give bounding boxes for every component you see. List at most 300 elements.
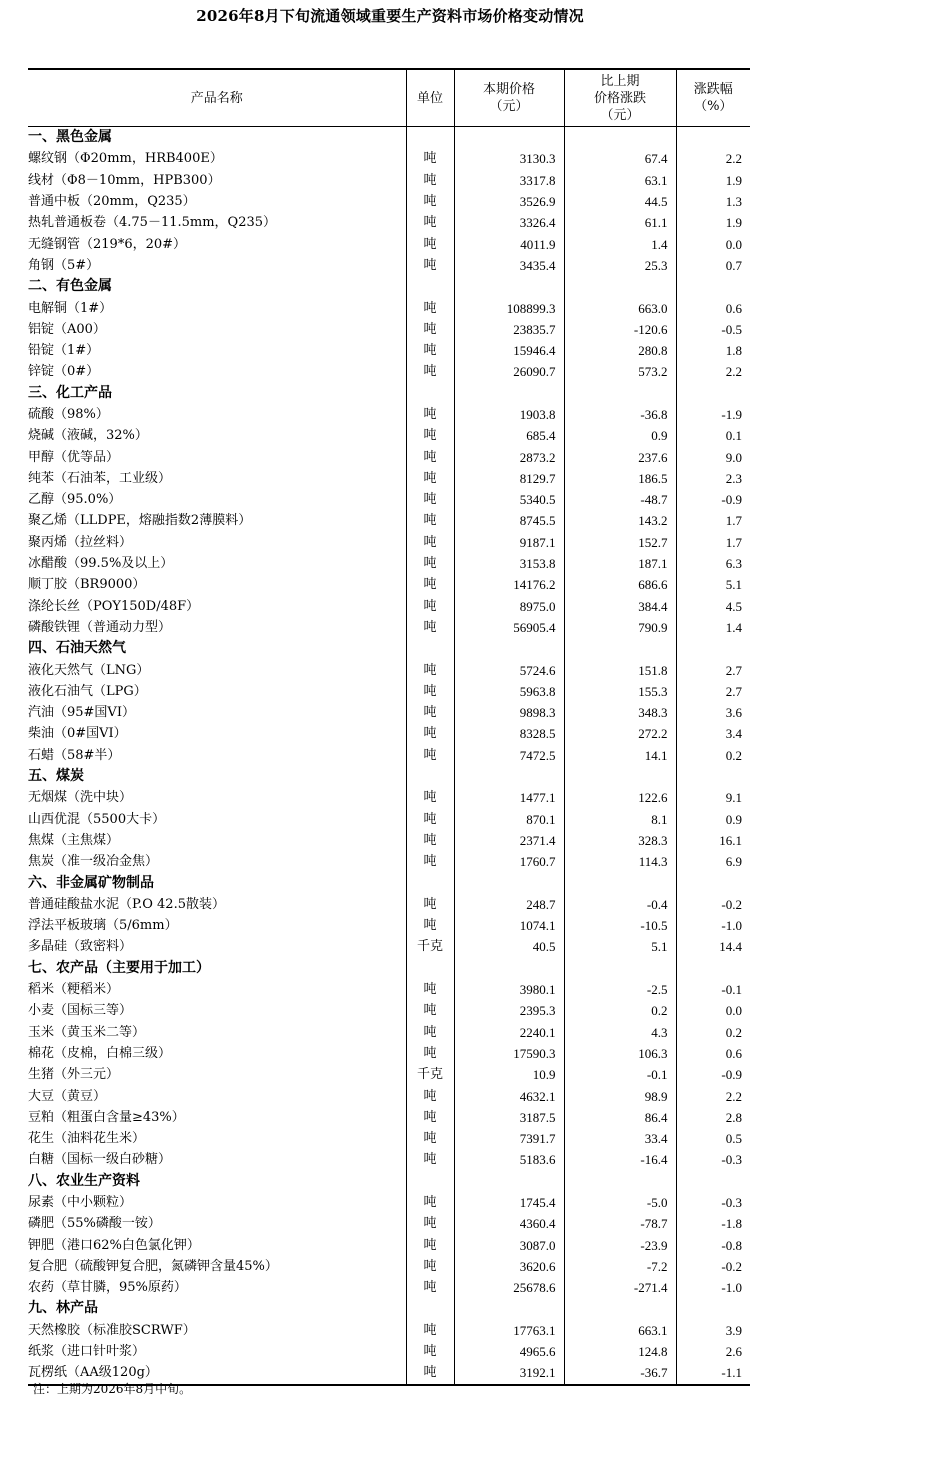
- change-cell: 98.9: [564, 1085, 676, 1106]
- unit-cell: 吨: [406, 617, 454, 638]
- pct-cell: 2.2: [676, 148, 750, 169]
- category-row: [28, 383, 750, 404]
- pct-cell: -0.2: [676, 894, 750, 915]
- pct-cell: 0.2: [676, 1021, 750, 1042]
- unit-cell: 吨: [406, 233, 454, 254]
- table-row: [28, 340, 750, 361]
- product-name-cell: 花生（油料花生米）: [28, 1131, 146, 1147]
- price-cell: 3192.1: [454, 1362, 564, 1384]
- pct-cell: -1.8: [676, 1213, 750, 1234]
- unit-cell: 吨: [406, 723, 454, 744]
- price-cell: 1760.7: [454, 851, 564, 872]
- unit-cell: 吨: [406, 979, 454, 1000]
- category-empty-cell: [406, 276, 454, 297]
- change-cell: -23.9: [564, 1234, 676, 1255]
- table-row: [28, 532, 750, 553]
- table-row: [28, 1149, 750, 1170]
- product-name-cell: 顺丁胶（BR9000）: [28, 577, 146, 593]
- pct-cell: -0.2: [676, 1256, 750, 1277]
- product-name-cell: 天然橡胶（标准胶SCRWF）: [28, 1322, 196, 1338]
- price-cell: 3980.1: [454, 979, 564, 1000]
- price-cell: 1903.8: [454, 404, 564, 425]
- unit-cell: 吨: [406, 681, 454, 702]
- table-row: [28, 361, 750, 382]
- change-cell: 384.4: [564, 596, 676, 617]
- price-cell: 4632.1: [454, 1085, 564, 1106]
- unit-cell: 吨: [406, 319, 454, 340]
- change-cell: 67.4: [564, 148, 676, 169]
- change-cell: -120.6: [564, 319, 676, 340]
- category-empty-cell: [454, 276, 564, 297]
- category-empty-cell: [676, 1171, 750, 1192]
- change-cell: -0.4: [564, 894, 676, 915]
- unit-cell: 吨: [406, 489, 454, 510]
- unit-cell: 吨: [406, 191, 454, 212]
- product-name-cell: 焦炭（准一级冶金焦）: [28, 854, 159, 870]
- unit-cell: 吨: [406, 745, 454, 766]
- pct-cell: 3.9: [676, 1320, 750, 1341]
- unit-cell: 吨: [406, 1107, 454, 1128]
- table-row: [28, 425, 750, 446]
- unit-cell: 吨: [406, 361, 454, 382]
- price-cell: 248.7: [454, 894, 564, 915]
- price-cell: 4360.4: [454, 1213, 564, 1234]
- product-name-cell: 复合肥（硫酸钾复合肥，氮磷钾含量45%）: [28, 1258, 278, 1274]
- table-row: [28, 1043, 750, 1064]
- price-cell: 26090.7: [454, 361, 564, 382]
- change-cell: -10.5: [564, 915, 676, 936]
- unit-cell: 吨: [406, 404, 454, 425]
- pct-cell: -0.3: [676, 1149, 750, 1170]
- unit-cell: 吨: [406, 574, 454, 595]
- category-name: 七、农产品（主要用于加工）: [28, 959, 210, 976]
- change-cell: 0.2: [564, 1000, 676, 1021]
- unit-cell: 吨: [406, 659, 454, 680]
- change-cell: -5.0: [564, 1192, 676, 1213]
- price-cell: 8745.5: [454, 510, 564, 531]
- pct-cell: -1.0: [676, 915, 750, 936]
- table-row: [28, 830, 750, 851]
- pct-cell: -1.1: [676, 1362, 750, 1384]
- pct-cell: 14.4: [676, 936, 750, 957]
- change-cell: 187.1: [564, 553, 676, 574]
- unit-cell: 吨: [406, 148, 454, 169]
- table-row: [28, 1213, 750, 1234]
- category-name: 八、农业生产资料: [28, 1172, 140, 1189]
- product-name-cell: 磷酸铁锂（普通动力型）: [28, 619, 172, 635]
- unit-cell: 千克: [406, 936, 454, 957]
- price-cell: 3153.8: [454, 553, 564, 574]
- change-cell: -2.5: [564, 979, 676, 1000]
- price-cell: 1074.1: [454, 915, 564, 936]
- table-row: [28, 1128, 750, 1149]
- price-cell: 3187.5: [454, 1107, 564, 1128]
- table-row: [28, 894, 750, 915]
- change-cell: -78.7: [564, 1213, 676, 1234]
- table-body: [28, 127, 750, 1385]
- product-name-cell: 角钢（5#）: [28, 257, 100, 273]
- category-empty-cell: [406, 872, 454, 893]
- pct-cell: 4.5: [676, 596, 750, 617]
- header-pct-line1: 涨跌幅: [693, 82, 733, 97]
- unit-cell: 吨: [406, 468, 454, 489]
- header-price: [454, 69, 564, 127]
- change-cell: 106.3: [564, 1043, 676, 1064]
- product-name-cell: 烧碱（液碱，32%）: [28, 428, 148, 444]
- pct-cell: -0.9: [676, 489, 750, 510]
- pct-cell: 3.4: [676, 723, 750, 744]
- pct-cell: -0.9: [676, 1064, 750, 1085]
- category-empty-cell: [564, 638, 676, 659]
- price-cell: 3087.0: [454, 1234, 564, 1255]
- table-row: [28, 787, 750, 808]
- unit-cell: 吨: [406, 170, 454, 191]
- category-empty-cell: [676, 383, 750, 404]
- category-name: 四、石油天然气: [28, 640, 126, 657]
- header-unit: 单位: [406, 69, 454, 127]
- table-row: [28, 1085, 750, 1106]
- change-cell: 272.2: [564, 723, 676, 744]
- pct-cell: 9.1: [676, 787, 750, 808]
- category-empty-cell: [454, 1298, 564, 1319]
- price-cell: 4011.9: [454, 233, 564, 254]
- change-cell: 151.8: [564, 659, 676, 680]
- header-change-line2: 价格涨跌: [593, 90, 646, 106]
- unit-cell: 吨: [406, 851, 454, 872]
- change-cell: 86.4: [564, 1107, 676, 1128]
- change-cell: 663.0: [564, 297, 676, 318]
- product-name-cell: 螺纹钢（Φ20mm，HRB400E）: [28, 151, 223, 167]
- price-cell: 2240.1: [454, 1021, 564, 1042]
- unit-cell: 吨: [406, 915, 454, 936]
- unit-cell: 吨: [406, 787, 454, 808]
- pct-cell: 0.7: [676, 255, 750, 276]
- unit-cell: 吨: [406, 1128, 454, 1149]
- product-name-cell: 瓦楞纸（AA级120g）: [28, 1362, 406, 1384]
- category-row: [28, 276, 750, 297]
- pct-cell: 2.8: [676, 1107, 750, 1128]
- product-name-cell: 普通硅酸盐水泥（P.O 42.5散装）: [28, 896, 225, 912]
- table-header-row: [28, 69, 750, 127]
- table-row: [28, 574, 750, 595]
- pct-cell: 0.0: [676, 1000, 750, 1021]
- unit-cell: 吨: [406, 1043, 454, 1064]
- pct-cell: 1.9: [676, 170, 750, 191]
- table-row: [28, 255, 750, 276]
- change-cell: 122.6: [564, 787, 676, 808]
- unit-cell: 吨: [406, 809, 454, 830]
- change-cell: -36.7: [564, 1362, 676, 1384]
- pct-cell: 0.6: [676, 297, 750, 318]
- pct-cell: -0.8: [676, 1234, 750, 1255]
- table-row: [28, 936, 750, 957]
- page-title: 2026年8月下旬流通领域重要生产资料市场价格变动情况: [196, 7, 584, 25]
- pct-cell: 1.7: [676, 532, 750, 553]
- change-cell: 8.1: [564, 809, 676, 830]
- product-name-cell: 电解铜（1#）: [28, 300, 113, 316]
- table-row: [28, 1064, 750, 1085]
- table-row: [28, 212, 750, 233]
- unit-cell: 吨: [406, 1320, 454, 1341]
- product-name-cell: 无缝钢管（219*6，20#）: [28, 236, 187, 252]
- change-cell: 152.7: [564, 532, 676, 553]
- product-name-cell: 大豆（黄豆）: [28, 1088, 107, 1104]
- category-empty-cell: [676, 276, 750, 297]
- unit-cell: 吨: [406, 1192, 454, 1213]
- table-row: [28, 596, 750, 617]
- product-name-cell: 小麦（国标三等）: [28, 1003, 133, 1019]
- product-name-cell: 尿素（中小颗粒）: [28, 1194, 133, 1210]
- pct-cell: 0.6: [676, 1043, 750, 1064]
- product-name-cell: 聚丙烯（拉丝料）: [28, 534, 133, 550]
- category-name: 六、非金属矿物制品: [28, 874, 154, 891]
- product-name-cell: 纯苯（石油苯，工业级）: [28, 470, 172, 486]
- table-row: [28, 617, 750, 638]
- unit-cell: 吨: [406, 532, 454, 553]
- change-cell: -0.1: [564, 1064, 676, 1085]
- category-empty-cell: [564, 1298, 676, 1319]
- product-name-cell: 甲醇（优等品）: [28, 449, 120, 465]
- table-row: [28, 1234, 750, 1255]
- category-empty-cell: [454, 127, 564, 149]
- category-name: 五、煤炭: [28, 768, 84, 785]
- product-name-cell: 多晶硅（致密料）: [28, 939, 133, 955]
- category-empty-cell: [454, 872, 564, 893]
- category-empty-cell: [564, 766, 676, 787]
- pct-cell: 5.1: [676, 574, 750, 595]
- price-cell: 3620.6: [454, 1256, 564, 1277]
- table-row: [28, 681, 750, 702]
- table-row: [28, 1021, 750, 1042]
- price-cell: 3326.4: [454, 212, 564, 233]
- price-cell: 5183.6: [454, 1149, 564, 1170]
- table-row: [28, 659, 750, 680]
- product-name-cell: 铝锭（A00）: [28, 321, 106, 337]
- table-row: [28, 1277, 750, 1298]
- header-change-line3: （元）: [600, 107, 640, 123]
- category-empty-cell: [406, 1171, 454, 1192]
- change-cell: 573.2: [564, 361, 676, 382]
- price-table: [28, 68, 750, 1386]
- category-row: [28, 958, 750, 979]
- header-change: [564, 69, 676, 127]
- unit-cell: 吨: [406, 340, 454, 361]
- table-row: [28, 809, 750, 830]
- pct-cell: 0.1: [676, 425, 750, 446]
- product-name-cell: 浮法平板玻璃（5/6mm）: [28, 918, 178, 934]
- price-cell: 8328.5: [454, 723, 564, 744]
- category-empty-cell: [676, 1298, 750, 1319]
- table-row: [28, 553, 750, 574]
- change-cell: 686.6: [564, 574, 676, 595]
- pct-cell: 6.3: [676, 553, 750, 574]
- table-row: [28, 446, 750, 467]
- pct-cell: 2.7: [676, 659, 750, 680]
- pct-cell: 0.2: [676, 745, 750, 766]
- category-name: 三、化工产品: [28, 384, 112, 401]
- category-empty-cell: [454, 766, 564, 787]
- change-cell: -48.7: [564, 489, 676, 510]
- table-row: [28, 1256, 750, 1277]
- product-name-cell: 无烟煤（洗中块）: [28, 790, 133, 806]
- category-empty-cell: [564, 872, 676, 893]
- product-name-cell: 玉米（黄玉米二等）: [28, 1024, 146, 1040]
- product-name-cell: 冰醋酸（99.5%及以上）: [28, 556, 174, 572]
- table-row: [28, 1341, 750, 1362]
- category-empty-cell: [676, 872, 750, 893]
- unit-cell: 吨: [406, 1213, 454, 1234]
- unit-cell: 吨: [406, 297, 454, 318]
- category-row: [28, 1298, 750, 1319]
- change-cell: 33.4: [564, 1128, 676, 1149]
- category-empty-cell: [564, 383, 676, 404]
- product-name-cell: 农药（草甘膦，95%原药）: [28, 1280, 187, 1296]
- unit-cell: 吨: [406, 446, 454, 467]
- change-cell: 280.8: [564, 340, 676, 361]
- change-cell: 124.8: [564, 1341, 676, 1362]
- change-cell: 1.4: [564, 233, 676, 254]
- pct-cell: -0.1: [676, 979, 750, 1000]
- change-cell: 348.3: [564, 702, 676, 723]
- unit-cell: 吨: [406, 1341, 454, 1362]
- table-row: [28, 404, 750, 425]
- category-empty-cell: [676, 766, 750, 787]
- change-cell: 61.1: [564, 212, 676, 233]
- price-cell: 17763.1: [454, 1320, 564, 1341]
- change-cell: 63.1: [564, 170, 676, 191]
- pct-cell: -0.3: [676, 1192, 750, 1213]
- unit-cell: 吨: [406, 212, 454, 233]
- pct-cell: 1.4: [676, 617, 750, 638]
- table-row: [28, 468, 750, 489]
- price-cell: 2395.3: [454, 1000, 564, 1021]
- price-cell: 5963.8: [454, 681, 564, 702]
- change-cell: 186.5: [564, 468, 676, 489]
- category-empty-cell: [406, 383, 454, 404]
- category-empty-cell: [676, 638, 750, 659]
- table-row: [28, 979, 750, 1000]
- product-name-cell: 普通中板（20mm，Q235）: [28, 194, 196, 210]
- change-cell: 25.3: [564, 255, 676, 276]
- product-name-cell: 白糖（国标一级白砂糖）: [28, 1152, 172, 1168]
- price-cell: 56905.4: [454, 617, 564, 638]
- unit-cell: 吨: [406, 1085, 454, 1106]
- pct-cell: 0.0: [676, 233, 750, 254]
- change-cell: 4.3: [564, 1021, 676, 1042]
- table-row: [28, 510, 750, 531]
- price-cell: 870.1: [454, 809, 564, 830]
- price-cell: 10.9: [454, 1064, 564, 1085]
- change-cell: 663.1: [564, 1320, 676, 1341]
- pct-cell: 2.2: [676, 361, 750, 382]
- price-cell: 14176.2: [454, 574, 564, 595]
- price-cell: 8129.7: [454, 468, 564, 489]
- table-row: [28, 851, 750, 872]
- pct-cell: 0.5: [676, 1128, 750, 1149]
- unit-cell: 吨: [406, 510, 454, 531]
- price-cell: 5340.5: [454, 489, 564, 510]
- unit-cell: 吨: [406, 702, 454, 723]
- category-row: [28, 1171, 750, 1192]
- table-row: [28, 319, 750, 340]
- product-name-cell: 铅锭（1#）: [28, 343, 100, 359]
- unit-cell: 吨: [406, 553, 454, 574]
- pct-cell: -1.0: [676, 1277, 750, 1298]
- table-row: [28, 233, 750, 254]
- unit-cell: 千克: [406, 1064, 454, 1085]
- category-empty-cell: [406, 1298, 454, 1319]
- pct-cell: 6.9: [676, 851, 750, 872]
- unit-cell: 吨: [406, 596, 454, 617]
- category-empty-cell: [454, 383, 564, 404]
- category-empty-cell: [676, 958, 750, 979]
- change-cell: 143.2: [564, 510, 676, 531]
- price-cell: 2873.2: [454, 446, 564, 467]
- product-name-cell: 热轧普通板卷（4.75－11.5mm，Q235）: [28, 215, 277, 231]
- table-row: [28, 745, 750, 766]
- table-row: [28, 723, 750, 744]
- header-change-line1: 比上期: [600, 73, 640, 89]
- product-name-cell: 纸浆（进口针叶浆）: [28, 1344, 146, 1360]
- unit-cell: 吨: [406, 1021, 454, 1042]
- unit-cell: 吨: [406, 830, 454, 851]
- price-cell: 685.4: [454, 425, 564, 446]
- pct-cell: 1.3: [676, 191, 750, 212]
- category-empty-cell: [406, 766, 454, 787]
- change-cell: 328.3: [564, 830, 676, 851]
- unit-cell: 吨: [406, 1362, 454, 1384]
- price-cell: 1745.4: [454, 1192, 564, 1213]
- table-row: [28, 170, 750, 191]
- product-name-cell: 山西优混（5500大卡）: [28, 811, 166, 827]
- product-name-cell: 线材（Φ8－10mm，HPB300）: [28, 172, 221, 188]
- category-empty-cell: [454, 958, 564, 979]
- price-cell: 3435.4: [454, 255, 564, 276]
- price-cell: 40.5: [454, 936, 564, 957]
- price-cell: 3317.8: [454, 170, 564, 191]
- header-price-line1: 本期价格: [482, 82, 535, 97]
- header-pct-line2: （%）: [694, 99, 733, 114]
- category-row: [28, 872, 750, 893]
- unit-cell: 吨: [406, 1149, 454, 1170]
- unit-cell: 吨: [406, 1000, 454, 1021]
- category-empty-cell: [564, 127, 676, 149]
- table-row: [28, 191, 750, 212]
- category-row: [28, 127, 750, 149]
- pct-cell: 3.6: [676, 702, 750, 723]
- price-cell: 1477.1: [454, 787, 564, 808]
- change-cell: 790.9: [564, 617, 676, 638]
- pct-cell: 2.3: [676, 468, 750, 489]
- price-cell: 9898.3: [454, 702, 564, 723]
- pct-cell: 9.0: [676, 446, 750, 467]
- category-empty-cell: [406, 127, 454, 149]
- price-cell: 15946.4: [454, 340, 564, 361]
- change-cell: 14.1: [564, 745, 676, 766]
- category-name: 一、黑色金属: [28, 129, 112, 146]
- table-row: [28, 915, 750, 936]
- table-row: [28, 489, 750, 510]
- table-row: [28, 702, 750, 723]
- category-empty-cell: [406, 638, 454, 659]
- pct-cell: 16.1: [676, 830, 750, 851]
- product-name-cell: 聚乙烯（LLDPE，熔融指数2薄膜料）: [28, 513, 252, 529]
- category-empty-cell: [564, 958, 676, 979]
- product-name-cell: 焦煤（主焦煤）: [28, 832, 120, 848]
- unit-cell: 吨: [406, 425, 454, 446]
- price-cell: 7472.5: [454, 745, 564, 766]
- category-name: 九、林产品: [28, 1300, 98, 1317]
